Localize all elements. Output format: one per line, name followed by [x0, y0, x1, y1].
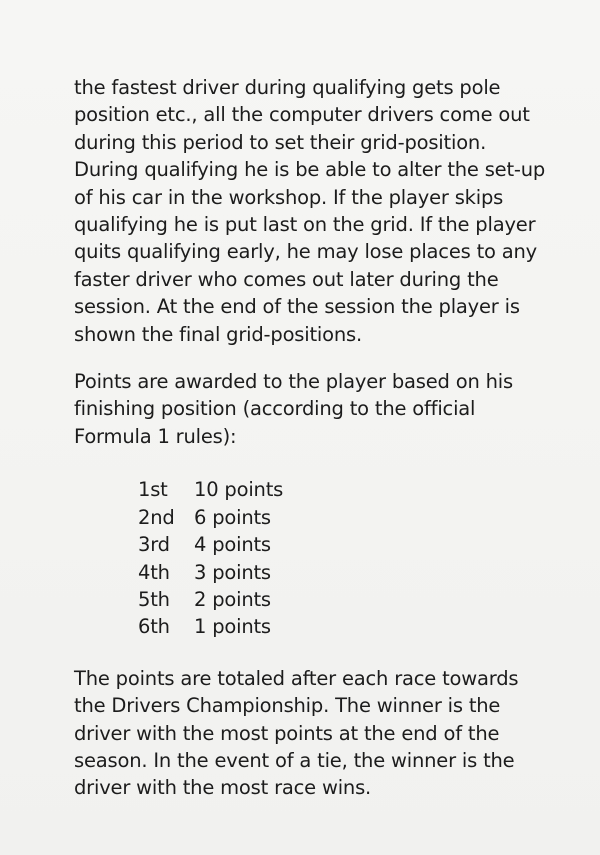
table-row — [138, 476, 283, 503]
text-line: driver with the most race wins. — [74, 776, 372, 800]
text-line: the Drivers Championship. The winner is the — [74, 694, 501, 718]
text-line: Points are awarded to the player based on his — [74, 370, 513, 394]
spacer — [74, 348, 574, 368]
text-line: During qualifying he is be able to alter the set-up — [74, 158, 546, 182]
qualifying-paragraph — [74, 74, 574, 348]
finishing-position: 1st — [138, 478, 168, 502]
points-intro-paragraph — [74, 368, 574, 450]
points-table — [138, 476, 283, 640]
text-line: season. In the event of a tie, the winner is the — [74, 748, 515, 772]
text-line: The points are totaled after each race towards — [74, 666, 519, 690]
spacer — [74, 641, 574, 665]
points-value: 6 points — [194, 505, 271, 529]
table-row — [138, 504, 283, 531]
championship-paragraph — [74, 665, 574, 802]
points-value: 10 points — [194, 478, 284, 502]
table-row — [138, 531, 283, 558]
points-value: 3 points — [194, 560, 271, 584]
points-value: 2 points — [194, 587, 271, 611]
table-row — [138, 613, 283, 640]
points-value: 1 points — [194, 615, 271, 639]
text-line: session. At the end of the session the player is — [74, 295, 520, 319]
text-line: during this period to set their grid-position. — [74, 130, 487, 154]
finishing-position: 6th — [138, 615, 170, 639]
finishing-position: 3rd — [138, 533, 170, 557]
finishing-position: 2nd — [138, 505, 175, 529]
text-line: finishing position (according to the official — [74, 397, 476, 421]
page-content — [74, 74, 574, 802]
finishing-position: 4th — [138, 560, 170, 584]
table-row — [138, 586, 283, 613]
text-line: Formula 1 rules): — [74, 424, 237, 448]
text-line: of his car in the workshop. If the player skips — [74, 185, 504, 209]
table-row — [138, 559, 283, 586]
text-line: shown the final grid-positions. — [74, 322, 362, 346]
text-line: position etc., all the computer drivers come out — [74, 103, 530, 127]
text-line: the fastest driver during qualifying gets pole — [74, 76, 501, 99]
text-line: qualifying he is put last on the grid. If the player — [74, 213, 536, 237]
text-line: quits qualifying early, he may lose places to any — [74, 240, 537, 264]
text-line: faster driver who comes out later during the — [74, 267, 499, 291]
text-line: driver with the most points at the end of the — [74, 721, 500, 745]
finishing-position: 5th — [138, 587, 170, 611]
points-value: 4 points — [194, 533, 271, 557]
